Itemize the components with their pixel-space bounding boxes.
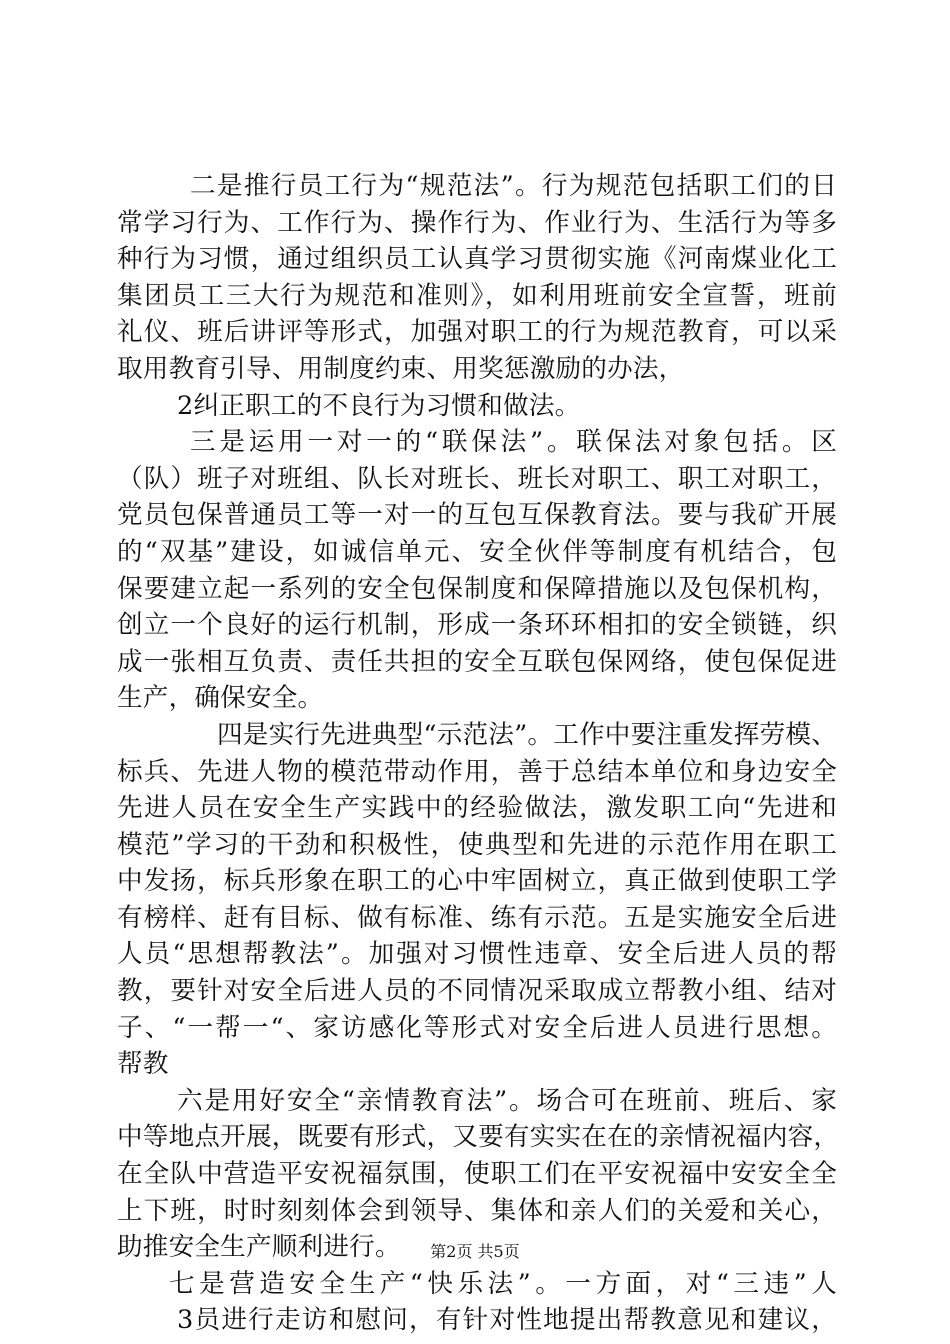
- text-line: 中发扬，标兵形象在职工的心中牢固树立，真正做到使职工学: [117, 866, 837, 897]
- text-line: 七是营造安全生产“快乐法”。一方面，对“三违”人: [169, 1268, 837, 1299]
- text-line: 中等地点开展，既要有形式，又要有实实在在的亲情祝福内容，: [117, 1122, 840, 1153]
- text-line: 上下班，时时刻刻体会到领导、集体和亲人们的关爱和关心，: [117, 1195, 837, 1226]
- text-line: 三是运用一对一的“联保法”。联保法对象包括。区: [190, 427, 837, 458]
- text-line: 有榜样、赶有目标、做有标准、练有示范。五是实施安全后进: [117, 902, 837, 933]
- text-line: 在全队中营造平安祝福氛围，使职工们在平安祝福中安安全全: [117, 1159, 837, 1190]
- text-line: 人员“思想帮教法”。加强对习惯性违章、安全后进人员的帮: [117, 939, 837, 970]
- text-line: 六是用好安全“亲情教育法”。场合可在班前、班后、家: [177, 1085, 837, 1116]
- text-line: 创立一个良好的运行机制，形成一条环环相扣的安全锁链，织: [117, 610, 837, 641]
- text-line: 2纠正职工的不良行为习惯和做法。: [177, 390, 581, 421]
- text-line: 二是推行员工行为“规范法”。行为规范包括职工们的日: [190, 171, 837, 201]
- text-line: 先进人员在安全生产实践中的经验做法，激发职工向“先进和: [117, 793, 837, 824]
- text-line: 模范”学习的干劲和积极性，使典型和先进的示范作用在职工: [117, 829, 837, 860]
- text-line: 子、“一帮一“、家访感化等形式对安全后进人员进行思想。: [117, 1012, 837, 1043]
- text-line: 保要建立起一系列的安全包保制度和保障措施以及包保机构，: [117, 573, 837, 604]
- text-line: 的“双基”建设，如诚信单元、安全伙伴等制度有机结合，包: [117, 536, 837, 567]
- text-line: 党员包保普通员工等一对一的互包互保教育法。要与我矿开展: [117, 500, 837, 531]
- text-line: 常学习行为、工作行为、操作行为、作业行为、生活行为等多: [117, 207, 837, 238]
- page-number-footer: 第2页 共5页: [430, 1242, 520, 1261]
- text-line: 四是实行先进典型“示范法”。工作中要注重发挥劳模、: [217, 719, 837, 750]
- text-line: 助推安全生产顺利进行。: [117, 1232, 401, 1263]
- text-line: 礼仪、班后讲评等形式，加强对职工的行为规范教育，可以采: [117, 317, 837, 348]
- text-line: 成一张相互负责、责任共担的安全互联包保网络，使包保促进: [117, 646, 837, 677]
- text-line: 帮教: [117, 1049, 169, 1080]
- text-line: 3员进行走访和慰问，有针对性地提出帮教意见和建议，: [177, 1305, 837, 1336]
- text-line: （队）班子对班组、队长对班长、班长对职工、职工对职工，: [117, 463, 837, 494]
- text-line: 取用教育引导、用制度约束、用奖惩激励的办法，: [117, 353, 685, 384]
- text-line: 集团员工三大行为规范和准则》，如利用班前安全宣誓，班前: [117, 280, 837, 311]
- text-line: 教，要针对安全后进人员的不同情况采取成立帮教小组、结对: [117, 976, 837, 1007]
- text-line: 标兵、先进人物的模范带动作用，善于总结本单位和身边安全: [117, 756, 837, 787]
- text-line: 种行为习惯，通过组织员工认真学习贯彻实施《河南煤业化工: [117, 244, 837, 275]
- document-body: [117, 168, 840, 1339]
- text-line: 生产，确保安全。: [117, 683, 324, 714]
